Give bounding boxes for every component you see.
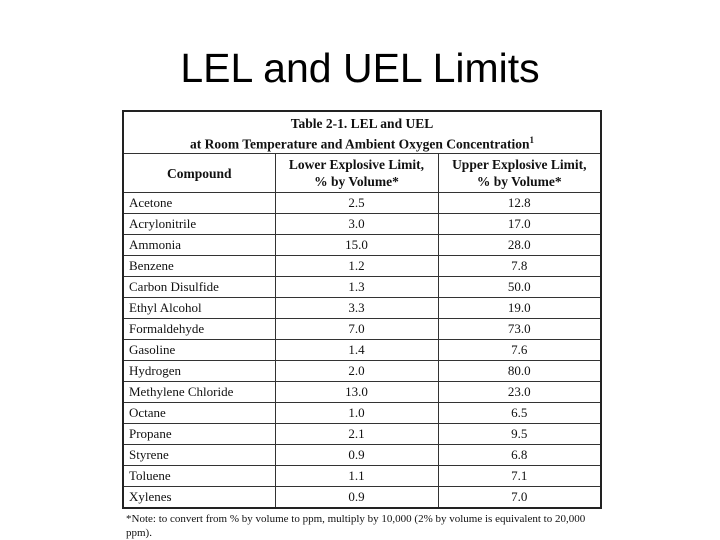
compound-cell: Ammonia [123, 235, 275, 256]
table-row [123, 214, 601, 235]
uel-cell: 7.8 [438, 256, 601, 277]
uel-cell: 80.0 [438, 361, 601, 382]
table-row [123, 403, 601, 424]
table-body [123, 193, 601, 509]
lel-cell: 2.1 [275, 424, 438, 445]
uel-cell: 23.0 [438, 382, 601, 403]
compound-cell: Formaldehyde [123, 319, 275, 340]
lel-cell: 2.0 [275, 361, 438, 382]
header-lel-line1: Lower Explosive Limit, [288, 157, 425, 172]
lel-cell: 0.9 [275, 445, 438, 466]
header-uel-line1: Upper Explosive Limit, [452, 157, 587, 172]
compound-cell: Propane [123, 424, 275, 445]
lel-cell: 1.3 [275, 277, 438, 298]
lel-cell: 1.4 [275, 340, 438, 361]
lel-cell: 13.0 [275, 382, 438, 403]
uel-cell: 7.6 [438, 340, 601, 361]
table-row [123, 382, 601, 403]
header-compound: Compound [123, 154, 275, 193]
uel-cell: 6.8 [438, 445, 601, 466]
uel-cell: 6.5 [438, 403, 601, 424]
table-footnote: *Note: to convert from % by volume to ppm, multiply by 10,000 (2% by volume is equivalent to 20,000 ppm). [126, 513, 586, 539]
table-caption [123, 111, 601, 154]
uel-cell: 12.8 [438, 193, 601, 214]
table-row [123, 277, 601, 298]
compound-cell: Acrylonitrile [123, 214, 275, 235]
table-row [123, 340, 601, 361]
uel-cell: 17.0 [438, 214, 601, 235]
header-uel-line2: % by Volume* [476, 174, 562, 189]
compound-cell: Gasoline [123, 340, 275, 361]
table-row [123, 256, 601, 277]
compound-cell: Toluene [123, 466, 275, 487]
table-row [123, 319, 601, 340]
lel-cell: 1.0 [275, 403, 438, 424]
compound-cell: Octane [123, 403, 275, 424]
table-row [123, 445, 601, 466]
compound-cell: Methylene Chloride [123, 382, 275, 403]
uel-cell: 7.1 [438, 466, 601, 487]
table-row [123, 487, 601, 509]
uel-cell: 7.0 [438, 487, 601, 509]
table-row [123, 424, 601, 445]
table-caption-superscript: 1 [529, 134, 534, 145]
compound-cell: Ethyl Alcohol [123, 298, 275, 319]
uel-cell: 50.0 [438, 277, 601, 298]
lel-cell: 15.0 [275, 235, 438, 256]
lel-cell: 2.5 [275, 193, 438, 214]
lel-cell: 1.2 [275, 256, 438, 277]
header-uel [438, 154, 601, 193]
compound-cell: Benzene [123, 256, 275, 277]
slide-title: LEL and UEL Limits [180, 45, 540, 91]
table-row [123, 361, 601, 382]
lel-uel-table-block [122, 110, 600, 540]
lel-uel-table [122, 110, 602, 509]
uel-cell: 9.5 [438, 424, 601, 445]
compound-cell: Styrene [123, 445, 275, 466]
header-lel [275, 154, 438, 193]
lel-cell: 3.0 [275, 214, 438, 235]
compound-cell: Hydrogen [123, 361, 275, 382]
compound-cell: Xylenes [123, 487, 275, 509]
table-row [123, 235, 601, 256]
compound-cell: Carbon Disulfide [123, 277, 275, 298]
uel-cell: 28.0 [438, 235, 601, 256]
uel-cell: 73.0 [438, 319, 601, 340]
compound-cell: Acetone [123, 193, 275, 214]
table-row [123, 193, 601, 214]
table-row [123, 466, 601, 487]
table-caption-line2: at Room Temperature and Ambient Oxygen Concentration [190, 136, 530, 152]
table-row [123, 298, 601, 319]
uel-cell: 19.0 [438, 298, 601, 319]
lel-cell: 0.9 [275, 487, 438, 509]
lel-cell: 1.1 [275, 466, 438, 487]
lel-cell: 3.3 [275, 298, 438, 319]
lel-cell: 7.0 [275, 319, 438, 340]
table-header-row [123, 154, 601, 193]
header-lel-line2: % by Volume* [314, 174, 399, 189]
table-caption-line1: Table 2-1. LEL and UEL [290, 115, 434, 131]
